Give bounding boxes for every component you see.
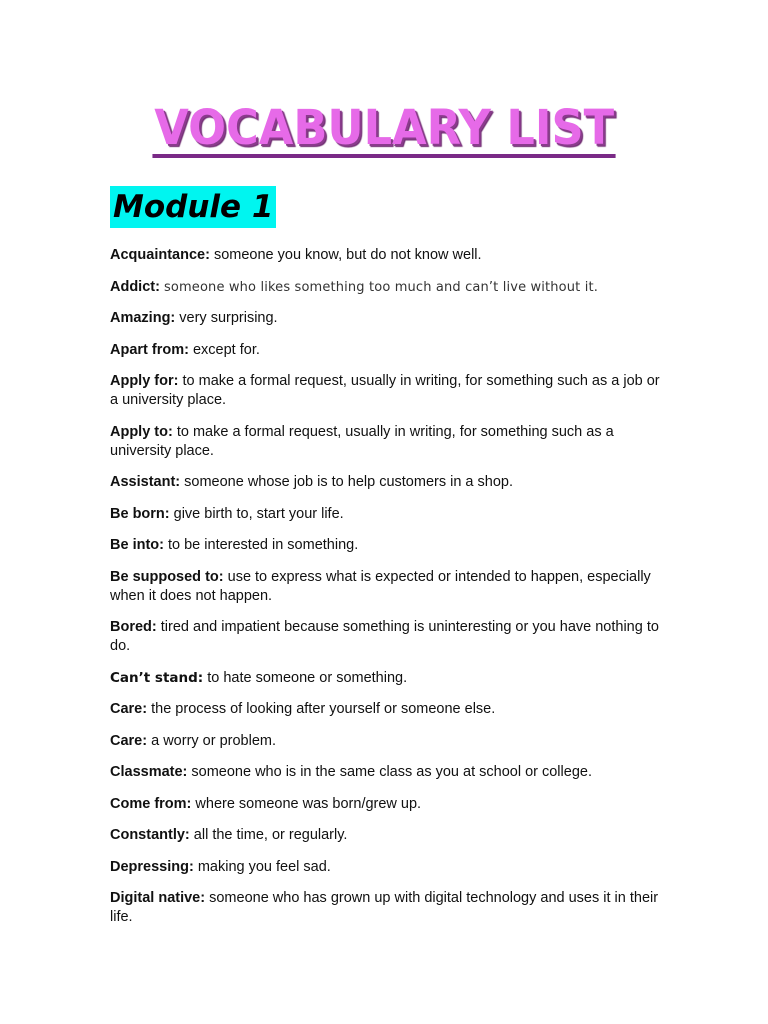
vocab-definition: someone whose job is to help customers in a shop. <box>184 474 513 490</box>
vocab-definition: all the time, or regularly. <box>193 827 348 843</box>
vocab-term: Assistant: <box>110 474 181 490</box>
vocab-definition: the process of looking after yourself or someone else. <box>151 701 496 717</box>
vocab-entry <box>110 889 665 927</box>
vocab-term: Care: <box>110 701 148 717</box>
vocab-term: Acquaintance: <box>110 247 210 263</box>
vocab-entry <box>110 341 665 360</box>
vocab-term: Addict: <box>110 278 160 295</box>
vocab-definition: tired and impatient because something is uninteresting or you have nothing to do. <box>110 619 659 654</box>
title-container <box>0 102 768 158</box>
vocab-term: Constantly: <box>110 827 190 843</box>
vocab-entry <box>110 505 665 524</box>
vocab-definition: someone you know, but do not know well. <box>213 247 482 263</box>
vocab-entry <box>110 568 665 606</box>
vocab-term: Be born: <box>110 505 170 522</box>
vocab-definition: someone who is in the same class as you at school or college. <box>191 764 592 780</box>
vocab-term: Bored: <box>110 619 157 635</box>
vocab-definition: to make a formal request, usually in writing, for something such as a job or a university place. <box>110 373 660 408</box>
vocab-entry <box>110 618 665 656</box>
vocab-term: Come from: <box>110 795 192 812</box>
vocab-entry <box>110 732 665 751</box>
vocab-term: Apart from: <box>110 341 189 358</box>
vocab-definition: to make a formal request, usually in writing, for something such as a university place. <box>110 423 614 459</box>
vocab-definition: someone who has grown up with digital technology and uses it in their life. <box>110 890 659 925</box>
vocab-term: Digital native: <box>110 890 206 906</box>
vocab-definition: where someone was born/grew up. <box>195 795 422 812</box>
vocab-entry <box>110 278 665 297</box>
page-title: VOCABULARY LIST <box>154 100 614 156</box>
vocab-term: Be into: <box>110 537 164 553</box>
vocab-definition: give birth to, start your life. <box>173 505 344 522</box>
vocab-entry <box>110 700 665 719</box>
vocab-term: Depressing: <box>110 858 194 875</box>
vocab-entry <box>110 372 665 410</box>
vocabulary-list <box>110 246 665 940</box>
vocab-term: Can’t stand: <box>110 669 204 686</box>
vocab-definition: very surprising. <box>179 310 278 326</box>
vocab-term: Apply for: <box>110 373 179 389</box>
vocab-definition: except for. <box>192 341 260 358</box>
vocab-definition: to be interested in something. <box>168 537 359 553</box>
vocab-entry <box>110 473 665 492</box>
vocab-entry <box>110 858 665 877</box>
module-heading: Module 1 <box>110 186 276 228</box>
vocab-term: Amazing: <box>110 310 176 326</box>
vocab-term: Apply to: <box>110 423 173 440</box>
vocab-entry <box>110 669 665 688</box>
vocab-entry <box>110 795 665 814</box>
vocab-entry <box>110 309 665 328</box>
vocab-entry <box>110 423 665 461</box>
vocab-definition: to hate someone or something. <box>207 669 408 686</box>
vocab-entry <box>110 826 665 845</box>
vocab-entry <box>110 763 665 782</box>
vocab-entry <box>110 246 665 265</box>
vocab-definition: someone who likes something too much and can’t live without it. <box>163 279 598 295</box>
vocab-term: Care: <box>110 732 148 749</box>
vocab-definition: use to express what is expected or intended to happen, especially when it does not happen. <box>110 568 651 604</box>
vocab-definition: making you feel sad. <box>197 858 331 875</box>
vocab-definition: a worry or problem. <box>151 732 277 749</box>
vocab-entry <box>110 536 665 555</box>
vocab-term: Be supposed to: <box>110 568 224 585</box>
vocab-term: Classmate: <box>110 764 188 780</box>
